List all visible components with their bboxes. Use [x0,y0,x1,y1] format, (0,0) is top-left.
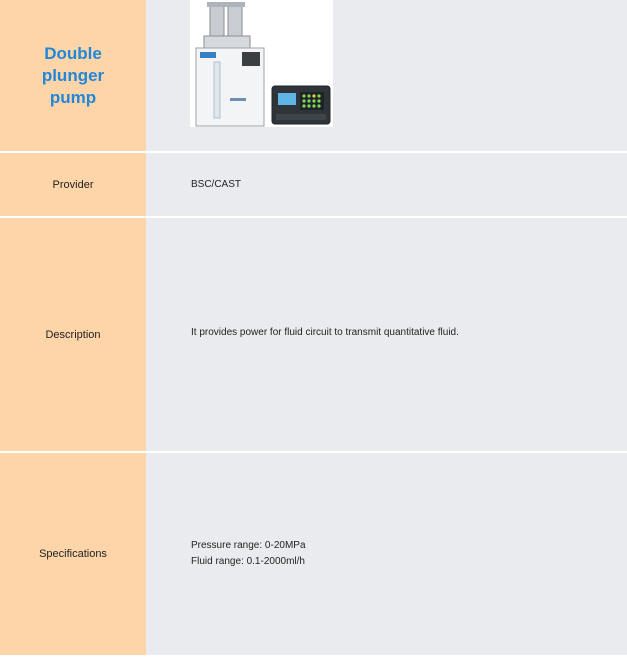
provider-value: BSC/CAST [146,152,627,217]
product-header-row [0,0,627,152]
description-label: Description [0,217,146,452]
provider-row [0,152,627,217]
specifications-row [0,452,627,656]
product-title-cell [0,0,146,152]
provider-label: Provider [0,152,146,217]
description-value: It provides power for fluid circuit to transmit quantitative fluid. [191,327,459,338]
product-image [190,0,333,127]
pump-illustration [190,0,333,127]
spec-pressure-range: Pressure range: 0-20MPa [191,540,306,551]
product-title-line-3: pump [49,87,97,107]
description-row [0,217,627,452]
specifications-value-cell [146,452,627,656]
product-title-line-2: plunger [41,65,105,85]
product-title [0,43,146,109]
product-image-cell [146,0,627,152]
product-title-line-1: Double [44,43,102,63]
spec-fluid-range: Fluid range: 0.1-2000ml/h [191,556,305,567]
specifications-label: Specifications [0,452,146,656]
description-value-cell [146,217,627,452]
